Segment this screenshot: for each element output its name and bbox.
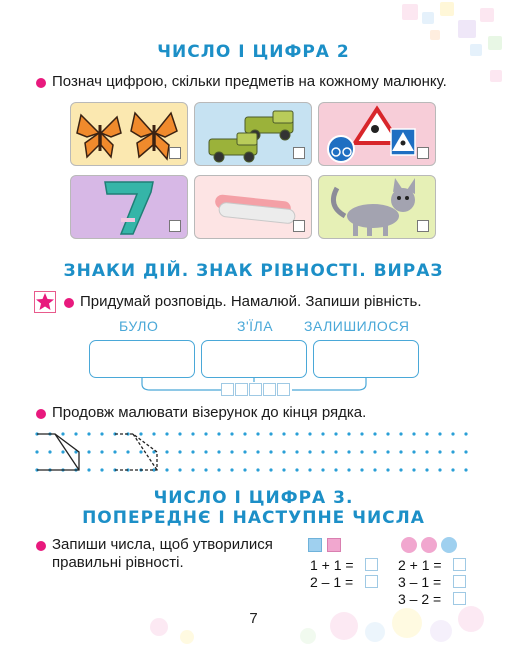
grid-dot [334, 432, 337, 435]
equation-answer-box[interactable] [365, 575, 378, 588]
grid-dot [347, 468, 350, 471]
grid-dot [360, 468, 363, 471]
grid-dot [451, 432, 454, 435]
grid-dot [217, 432, 220, 435]
section1-heading: ЧИСЛО І ЦИФРА 2 [157, 42, 350, 62]
grid-dot [35, 450, 38, 453]
grid-dot [373, 432, 376, 435]
grid-dot [451, 468, 454, 471]
task2-text: Придумай розповідь. Намалюй. Запиши рівність. [80, 293, 422, 310]
grid-dot [191, 450, 194, 453]
grid-dot [295, 450, 298, 453]
equation-right-1: 2 + 1 = [398, 557, 442, 573]
grid-dot [74, 432, 77, 435]
grid-dot [308, 432, 311, 435]
grid-dot [165, 468, 168, 471]
section3-heading-line2: ПОПЕРЕДНЄ І НАСТУПНЕ ЧИСЛА [82, 508, 425, 528]
grid-dot [243, 432, 246, 435]
label-zila: З'ЇЛА [237, 318, 274, 334]
grid-dot [243, 468, 246, 471]
grid-dot [256, 432, 259, 435]
grid-dot [282, 468, 285, 471]
grid-dot [360, 450, 363, 453]
grid-dot [87, 450, 90, 453]
grid-dot [256, 450, 259, 453]
grid-dot [373, 468, 376, 471]
grid-dot [269, 468, 272, 471]
grid-dot [217, 468, 220, 471]
equation-left-2: 2 – 1 = [310, 574, 354, 590]
grid-dot [139, 450, 142, 453]
grid-dot [295, 468, 298, 471]
grid-dot [412, 450, 415, 453]
grid-dot [217, 450, 220, 453]
grid-dot [373, 450, 376, 453]
equation-answer-box[interactable] [453, 575, 466, 588]
grid-dot [464, 468, 467, 471]
grid-dot [360, 432, 363, 435]
label-zalyshylosia: ЗАЛИШИЛОСЯ [304, 318, 410, 334]
grid-dot [191, 432, 194, 435]
grid-dot [308, 468, 311, 471]
grid-dot [282, 432, 285, 435]
grid-dot [178, 450, 181, 453]
grid-dot [178, 432, 181, 435]
grid-dot [321, 432, 324, 435]
grid-dot [100, 432, 103, 435]
grid-dot [425, 432, 428, 435]
grid-dot [295, 432, 298, 435]
bullet [36, 541, 46, 551]
grid-dot [100, 450, 103, 453]
grid-dot [139, 432, 142, 435]
grid-dot [48, 450, 51, 453]
grid-dot [386, 468, 389, 471]
grid-dot [204, 450, 207, 453]
grid-dot [269, 450, 272, 453]
equation-answer-box[interactable] [453, 558, 466, 571]
grid-dot [191, 468, 194, 471]
grid-dot [438, 468, 441, 471]
equation-right-2: 3 – 1 = [398, 574, 442, 590]
grid-dot [165, 450, 168, 453]
grid-dot [165, 432, 168, 435]
grid-dot [399, 450, 402, 453]
grid-dot [451, 450, 454, 453]
task1-text: Познач цифрою, скільки предметів на кожному малюнку. [52, 73, 447, 90]
grid-dot [386, 450, 389, 453]
grid-dot [126, 450, 129, 453]
grid-dot [425, 450, 428, 453]
equation-right-3: 3 – 2 = [398, 591, 442, 607]
equation-answer-box[interactable] [365, 558, 378, 571]
grid-dot [256, 468, 259, 471]
grid-dot [230, 450, 233, 453]
grid-dot [113, 450, 116, 453]
grid-dot [438, 432, 441, 435]
grid-dot [282, 450, 285, 453]
grid-dot [399, 468, 402, 471]
grid-dot [87, 468, 90, 471]
grid-dot [399, 432, 402, 435]
grid-dot [100, 468, 103, 471]
grid-dot [347, 432, 350, 435]
equation-answer-box[interactable] [453, 592, 466, 605]
task3-text: Продовж малювати візерунок до кінця рядка. [52, 404, 367, 421]
grid-dot [243, 450, 246, 453]
grid-dot [334, 468, 337, 471]
grid-dot [230, 468, 233, 471]
grid-dot [204, 432, 207, 435]
grid-dot [347, 450, 350, 453]
grid-dot [204, 468, 207, 471]
grid-dot [87, 432, 90, 435]
section3-heading-line1: ЧИСЛО І ЦИФРА 3. [153, 488, 354, 508]
page-number: 7 [249, 610, 258, 627]
label-bulo: БУЛО [119, 318, 159, 334]
grid-dot [412, 432, 415, 435]
grid-dot [178, 468, 181, 471]
grid-dot [438, 450, 441, 453]
grid-dot [308, 450, 311, 453]
grid-dot [386, 432, 389, 435]
grid-dot [425, 468, 428, 471]
grid-dot [334, 450, 337, 453]
grid-dot [464, 450, 467, 453]
grid-dot [321, 468, 324, 471]
section2-heading: ЗНАКИ ДІЙ. ЗНАК РІВНОСТІ. ВИРАЗ [63, 261, 444, 281]
grid-dot [412, 468, 415, 471]
grid-dot [152, 432, 155, 435]
grid-dot [464, 432, 467, 435]
grid-dot [321, 450, 324, 453]
grid-dot [230, 432, 233, 435]
grid-dot [61, 450, 64, 453]
grid-dot [61, 432, 64, 435]
equation-left-1: 1 + 1 = [310, 557, 354, 573]
grid-dot [269, 432, 272, 435]
task4-text: Запиши числа, щоб утворилися правильні рівності. [52, 536, 273, 571]
